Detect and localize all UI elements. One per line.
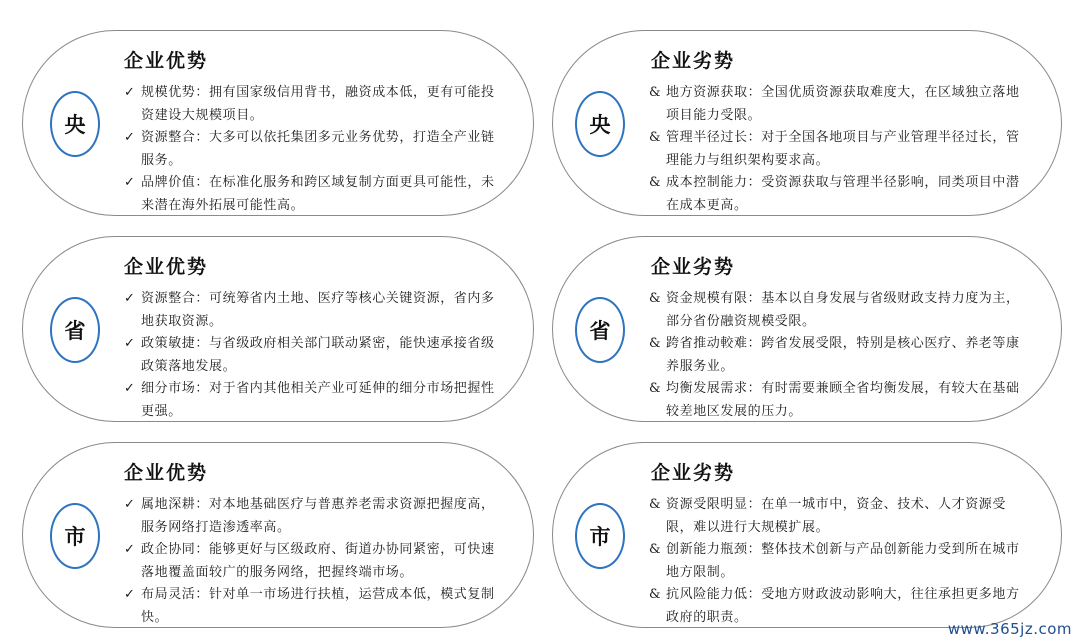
check-icon: ✓ <box>124 542 135 557</box>
list-item: & 创新能力瓶颈：整体技术创新与产品创新能力受到所在城市地方限制。 <box>649 539 1033 584</box>
check-icon: ✓ <box>124 336 135 351</box>
card-title: 企业劣势 <box>651 256 736 278</box>
advantage-list <box>124 288 504 423</box>
disadvantage-list <box>649 288 1033 423</box>
ampersand-icon: & <box>649 381 661 396</box>
ampersand-icon: & <box>649 587 661 602</box>
advantage-list <box>124 82 504 217</box>
list-item: ✓ 属地深耕：对本地基础医疗与普惠养老需求资源把握度高，服务网络打造渗透率高。 <box>124 494 504 539</box>
list-item: & 成本控制能力：受资源获取与管理半径影响，同类项目中潜在成本更高。 <box>649 172 1033 217</box>
ampersand-icon: & <box>649 542 661 557</box>
check-icon: ✓ <box>124 587 135 602</box>
card-title: 企业劣势 <box>651 50 736 72</box>
list-item: ✓ 规模优势：拥有国家级信用背书，融资成本低，更有可能投资建设大规模项目。 <box>124 82 504 127</box>
list-item: & 均衡发展需求：有时需要兼顾全省均衡发展，有较大在基础较差地区发展的压力。 <box>649 378 1033 423</box>
badge-provincial: 省 <box>575 297 625 363</box>
badge-municipal: 市 <box>575 503 625 569</box>
disadvantage-list <box>649 494 1033 629</box>
card-title: 企业优势 <box>124 50 209 72</box>
card-title: 企业优势 <box>124 462 209 484</box>
disadvantage-list <box>649 82 1033 217</box>
list-item: ✓ 资源整合：可统筹省内土地、医疗等核心关键资源，省内多地获取资源。 <box>124 288 504 333</box>
check-icon: ✓ <box>124 85 135 100</box>
badge-central: 央 <box>50 91 100 157</box>
card-title: 企业劣势 <box>651 462 736 484</box>
list-item: & 跨省推动較难：跨省发展受限，特别是核心医疗、养老等康养服务业。 <box>649 333 1033 378</box>
card-central-disadvantages <box>552 30 1062 216</box>
list-item: & 资源受限明显：在单一城市中，资金、技术、人才资源受限，难以进行大规模扩展。 <box>649 494 1033 539</box>
card-municipal-disadvantages <box>552 442 1062 628</box>
ampersand-icon: & <box>649 130 661 145</box>
check-icon: ✓ <box>124 291 135 306</box>
list-item: ✓ 资源整合：大多可以依托集团多元业务优势，打造全产业链服务。 <box>124 127 504 172</box>
badge-municipal: 市 <box>50 503 100 569</box>
ampersand-icon: & <box>649 175 661 190</box>
list-item: ✓ 政策敏捷：与省级政府相关部门联动紧密，能快速承接省级政策落地发展。 <box>124 333 504 378</box>
list-item: ✓ 品牌价值：在标准化服务和跨区域复制方面更具可能性，未来潜在海外拓展可能性高。 <box>124 172 504 217</box>
card-central-advantages <box>22 30 534 216</box>
list-item: & 抗风险能力低：受地方财政波动影响大，往往承担更多地方政府的职责。 <box>649 584 1033 629</box>
check-icon: ✓ <box>124 130 135 145</box>
list-item: & 资金规模有限：基本以自身发展与省级财政支持力度为主，部分省份融资规模受限。 <box>649 288 1033 333</box>
ampersand-icon: & <box>649 497 661 512</box>
badge-provincial: 省 <box>50 297 100 363</box>
watermark: www.365jz.com <box>947 620 1072 638</box>
card-title: 企业优势 <box>124 256 209 278</box>
card-provincial-disadvantages <box>552 236 1062 422</box>
check-icon: ✓ <box>124 497 135 512</box>
card-provincial-advantages <box>22 236 534 422</box>
check-icon: ✓ <box>124 175 135 190</box>
advantage-list <box>124 494 504 629</box>
list-item: & 管理半径过长：对于全国各地项目与产业管理半径过长，管理能力与组织架构要求高。 <box>649 127 1033 172</box>
list-item: ✓ 细分市场：对于省内其他相关产业可延伸的细分市场把握性更强。 <box>124 378 504 423</box>
badge-central: 央 <box>575 91 625 157</box>
card-municipal-advantages <box>22 442 534 628</box>
ampersand-icon: & <box>649 85 661 100</box>
list-item: ✓ 布局灵活：针对单一市场进行扶植，运营成本低，模式复制快。 <box>124 584 504 629</box>
list-item: ✓ 政企协同：能够更好与区级政府、街道办协同紧密，可快速落地覆盖面较广的服务网络，把握终端市场。 <box>124 539 504 584</box>
list-item: & 地方资源获取：全国优质资源获取难度大，在区域独立落地项目能力受限。 <box>649 82 1033 127</box>
ampersand-icon: & <box>649 291 661 306</box>
check-icon: ✓ <box>124 381 135 396</box>
ampersand-icon: & <box>649 336 661 351</box>
